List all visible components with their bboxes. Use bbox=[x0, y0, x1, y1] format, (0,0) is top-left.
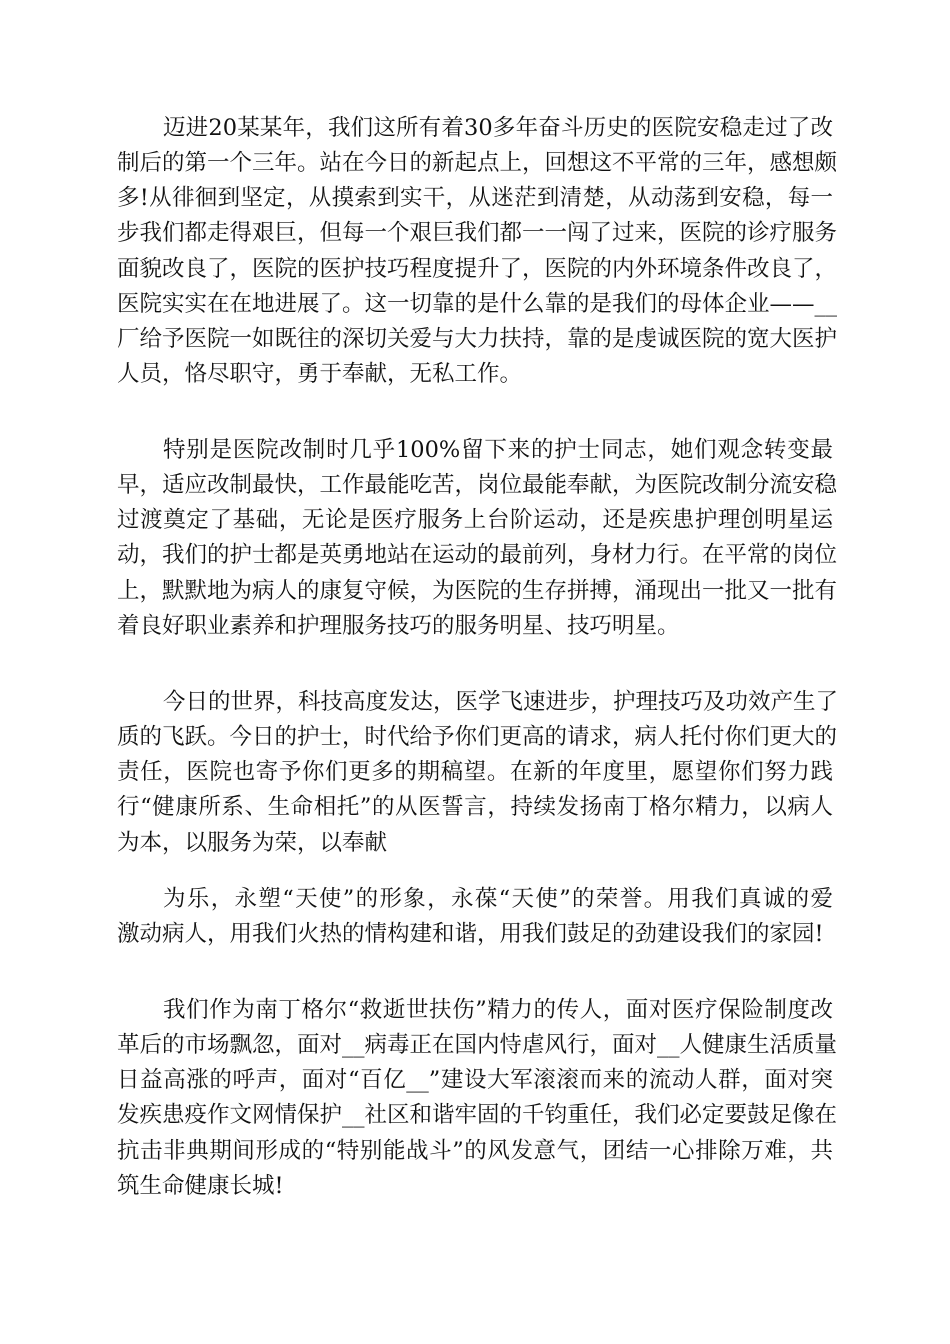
paragraph-3-line-4: 行“健康所系、生命相托”的从医誓言，持续发扬南丁格尔精力，以病人 bbox=[117, 794, 833, 820]
paragraph-5-line-4: 发疾患疫作文网情保护__社区和谐牢固的千钧重任，我们必定要鼓足像在 bbox=[117, 1102, 838, 1128]
paragraph-3-line-3: 责任，医院也寄予你们更多的期稿望。在新的年度里，愿望你们努力践 bbox=[117, 759, 833, 785]
paragraph-4-line-2: 激动病人，用我们火热的情构建和谐，用我们鼓足的劲建设我们的家园! bbox=[117, 921, 824, 947]
paragraph-2-line-3: 过渡奠定了基础，无论是医疗服务上台阶运动，还是疾患护理创明星运 bbox=[117, 507, 833, 533]
paragraph-3-line-1: 今日的世界，科技高度发达，医学飞速进步，护理技巧及功效产生了 bbox=[163, 689, 839, 715]
paragraph-3-line-2: 质的飞跃。今日的护士，时代给予你们更高的请求，病人托付你们更大的 bbox=[117, 724, 838, 750]
paragraph-1-line-8: 人员，恪尽职守，勇于奉献，无私工作。 bbox=[117, 361, 523, 387]
paragraph-2-line-1: 特别是医院改制时几乎100%留下来的护士同志，她们观念转变最 bbox=[163, 437, 833, 463]
paragraph-5-line-2: 革后的市场飘忽，面对__病毒正在国内恃虐风行，面对__人健康生活质量 bbox=[117, 1032, 838, 1058]
paragraph-1-line-1: 迈进20某某年，我们这所有着30多年奋斗历史的医院安稳走过了改 bbox=[163, 115, 833, 141]
paragraph-5-line-6: 筑生命健康长城! bbox=[117, 1173, 284, 1199]
paragraph-5-line-5: 抗击非典期间形成的“特别能战斗”的风发意气，团结一心排除万难，共 bbox=[117, 1138, 833, 1164]
paragraph-5-line-3: 日益高涨的呼声，面对“百亿__”建设大军滚滚而来的流动人群，面对突 bbox=[117, 1067, 833, 1093]
paragraph-1-line-7: 厂给予医院一如既往的深切关爱与大力扶持，靠的是虔诚医院的宽大医护 bbox=[117, 326, 838, 352]
paragraph-5-line-1: 我们作为南丁格尔“救逝世扶伤”精力的传人，面对医疗保险制度改 bbox=[163, 997, 833, 1023]
paragraph-2-line-2: 早，适应改制最快，工作最能吃苦，岗位最能奉献，为医院改制分流安稳 bbox=[117, 472, 838, 498]
paragraph-1-line-4: 步我们都走得艰巨，但每一个艰巨我们都一一闯了过来，医院的诊疗服务 bbox=[117, 220, 838, 246]
paragraph-2-line-5: 上，默默地为病人的康复守候，为医院的生存拼搏，涌现出一批又一批有 bbox=[117, 578, 838, 604]
paragraph-1-line-3: 多!从徘徊到坚定，从摸索到实干，从迷茫到清楚，从动荡到安稳，每一 bbox=[117, 185, 833, 211]
paragraph-4-line-1: 为乐，永塑“天使”的形象，永葆“天使”的荣誉。用我们真诚的爱 bbox=[163, 886, 833, 912]
paragraph-1-line-6: 医院实实在在地进展了。这一切靠的是什么靠的是我们的母体企业——__ bbox=[117, 291, 838, 317]
paragraph-2-line-4: 动，我们的护士都是英勇地站在运动的最前列，身材力行。在平常的岗位 bbox=[117, 542, 838, 568]
paragraph-1-line-2: 制后的第一个三年。站在今日的新起点上，回想这不平常的三年，感想颇 bbox=[117, 150, 838, 176]
paragraph-3-line-5: 为本，以服务为荣，以奉献 bbox=[117, 830, 388, 856]
paragraph-2-line-6: 着良好职业素养和护理服务技巧的服务明星、技巧明星。 bbox=[117, 613, 680, 639]
paragraph-1-line-5: 面貌改良了，医院的医护技巧程度提升了，医院的内外环境条件改良了， bbox=[117, 256, 838, 282]
